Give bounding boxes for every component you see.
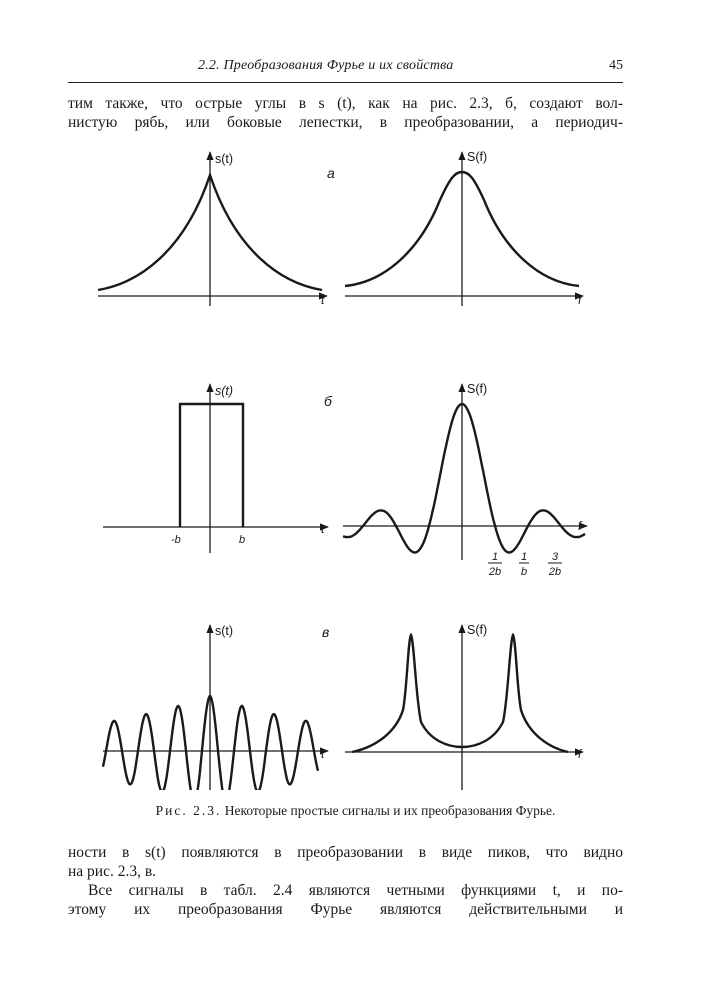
svg-text:1: 1 [520,551,528,563]
caption-prefix: Рис. 2.3. [155,803,222,818]
svg-text:1: 1 [491,551,499,563]
bottom-paragraph [68,843,623,919]
tick-fraction [548,551,562,578]
text-line: нистую рябь, или боковые лепестки, в преобразовании, а периодич- [68,114,623,131]
y-axis-label: s(t) [215,384,234,398]
figure-caption [0,803,711,819]
running-header [68,58,623,80]
top-paragraph [68,94,623,132]
section-title: 2.2. Преобразования Фурье и их свойства [198,58,454,73]
figure-2-3 [0,140,711,790]
text-line: на рис. 2.3, в. [68,863,157,880]
y-axis-label: s(t) [215,624,234,638]
y-axis-label: S(f) [467,150,488,164]
text-line: ности в s(t) появляются в преобразовании в виде пиков, что видно [68,844,623,861]
text-line: этому их преобразования Фурье являются действительными и [68,901,623,918]
x-axis-label: t [321,293,325,307]
page-number: 45 [609,58,623,73]
caption-text: Некоторые простые сигналы и их преобразования Фурье. [224,803,556,818]
text-line: тим также, что острые углы в s (t), как на рис. 2.3, б, создают вол- [68,95,623,112]
panel-label-b: б [324,393,332,409]
y-axis-label: S(f) [467,623,488,637]
text-line: Все сигналы в табл. 2.4 являются четными функциями t, и по- [88,882,623,899]
svg-text:3: 3 [551,551,559,563]
x-axis-label: f [578,747,582,761]
sinc-curve [343,404,585,553]
svg-text:2b: 2b [488,566,502,578]
panel-label-c: в [322,624,330,640]
svg-text:2b: 2b [548,566,562,578]
svg-text:b: b [520,566,528,578]
x-axis-label: t [321,522,325,536]
x-axis-label: t [321,747,325,761]
tick-fraction [519,551,529,578]
header-rule [68,82,623,83]
panel-label-a: а [327,165,335,181]
tick-label: b [239,534,246,546]
y-axis-label: S(f) [467,382,488,396]
x-axis-label: f [578,293,582,307]
x-axis-label: f [578,519,582,533]
tick-label: -b [171,534,181,546]
rect-pulse [180,404,243,527]
y-axis-label: s(t) [215,152,234,166]
tick-fraction [488,551,502,578]
double-peak-curve [352,635,568,752]
